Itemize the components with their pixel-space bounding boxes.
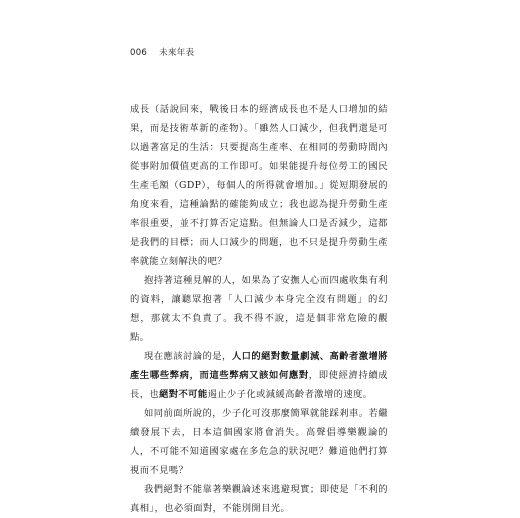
paragraph <box>130 100 388 271</box>
text-run: 遏止少子化或減緩高齡者激增的速度。 <box>207 389 373 400</box>
running-header <box>130 46 194 58</box>
text-run: 我們絕對不能靠著樂觀論述來逃避現實；即使是「不利的真相」，也必須面對，不能別開目光。 <box>130 484 388 514</box>
bold-text-run: 絕對不可能 <box>159 389 208 400</box>
text-run: 抱持著這種見解的人，如果為了安撫人心而四處收集有利的資料，讓聽眾抱著「人口減少本身完全沒有問題」的幻想，那就太不負責了。我不得不說，這是個非常危險的觀點。 <box>130 275 388 343</box>
text-run: 如同前面所說的，少子化可沒那麼簡單就能踩剎車。若繼續發展下去，日本這個國家將會消失。高聲倡導樂觀論的人，不可能不知道國家處在多危急的狀況吧？難道他們打算視而不見嗎？ <box>130 408 388 476</box>
paragraph <box>130 271 388 347</box>
text-run: ，即使經濟持續成長，也 <box>130 370 389 400</box>
book-title: 未來年表 <box>159 48 195 58</box>
text-run: 現在應該討論的是， <box>143 351 232 362</box>
text-run: 成長（話說回來，戰後日本的經濟成長也不是人口增加的結果，而是技術革新的產物）。「雖然人口減少，但我們還是可以過著富足的生活：只要提高生產率、在相同的勞動時間內從事附加價值更高的工作即可。如果能提升每位勞工的國民生產毛額（GDP），每個人的所得就會增加。」從短期發展的角度來看，這種論點的確能夠成立；我也認為提升勞動生產率很重要，並不打算否定這點。但無論人口是否減少，這都是我們的目標；而人口減少的問題，也不只是提升勞動生產率就能立刻解決的吧？ <box>130 104 388 267</box>
page-number: 006 <box>130 48 148 58</box>
body-text <box>130 100 388 518</box>
paragraph <box>130 480 388 518</box>
bold-text-run: 人口的絕對數量劇減、高齡者激增將產生哪些弊病，而這些弊病又該如何應對 <box>130 351 388 381</box>
paragraph <box>130 347 388 404</box>
paragraph <box>130 404 388 480</box>
